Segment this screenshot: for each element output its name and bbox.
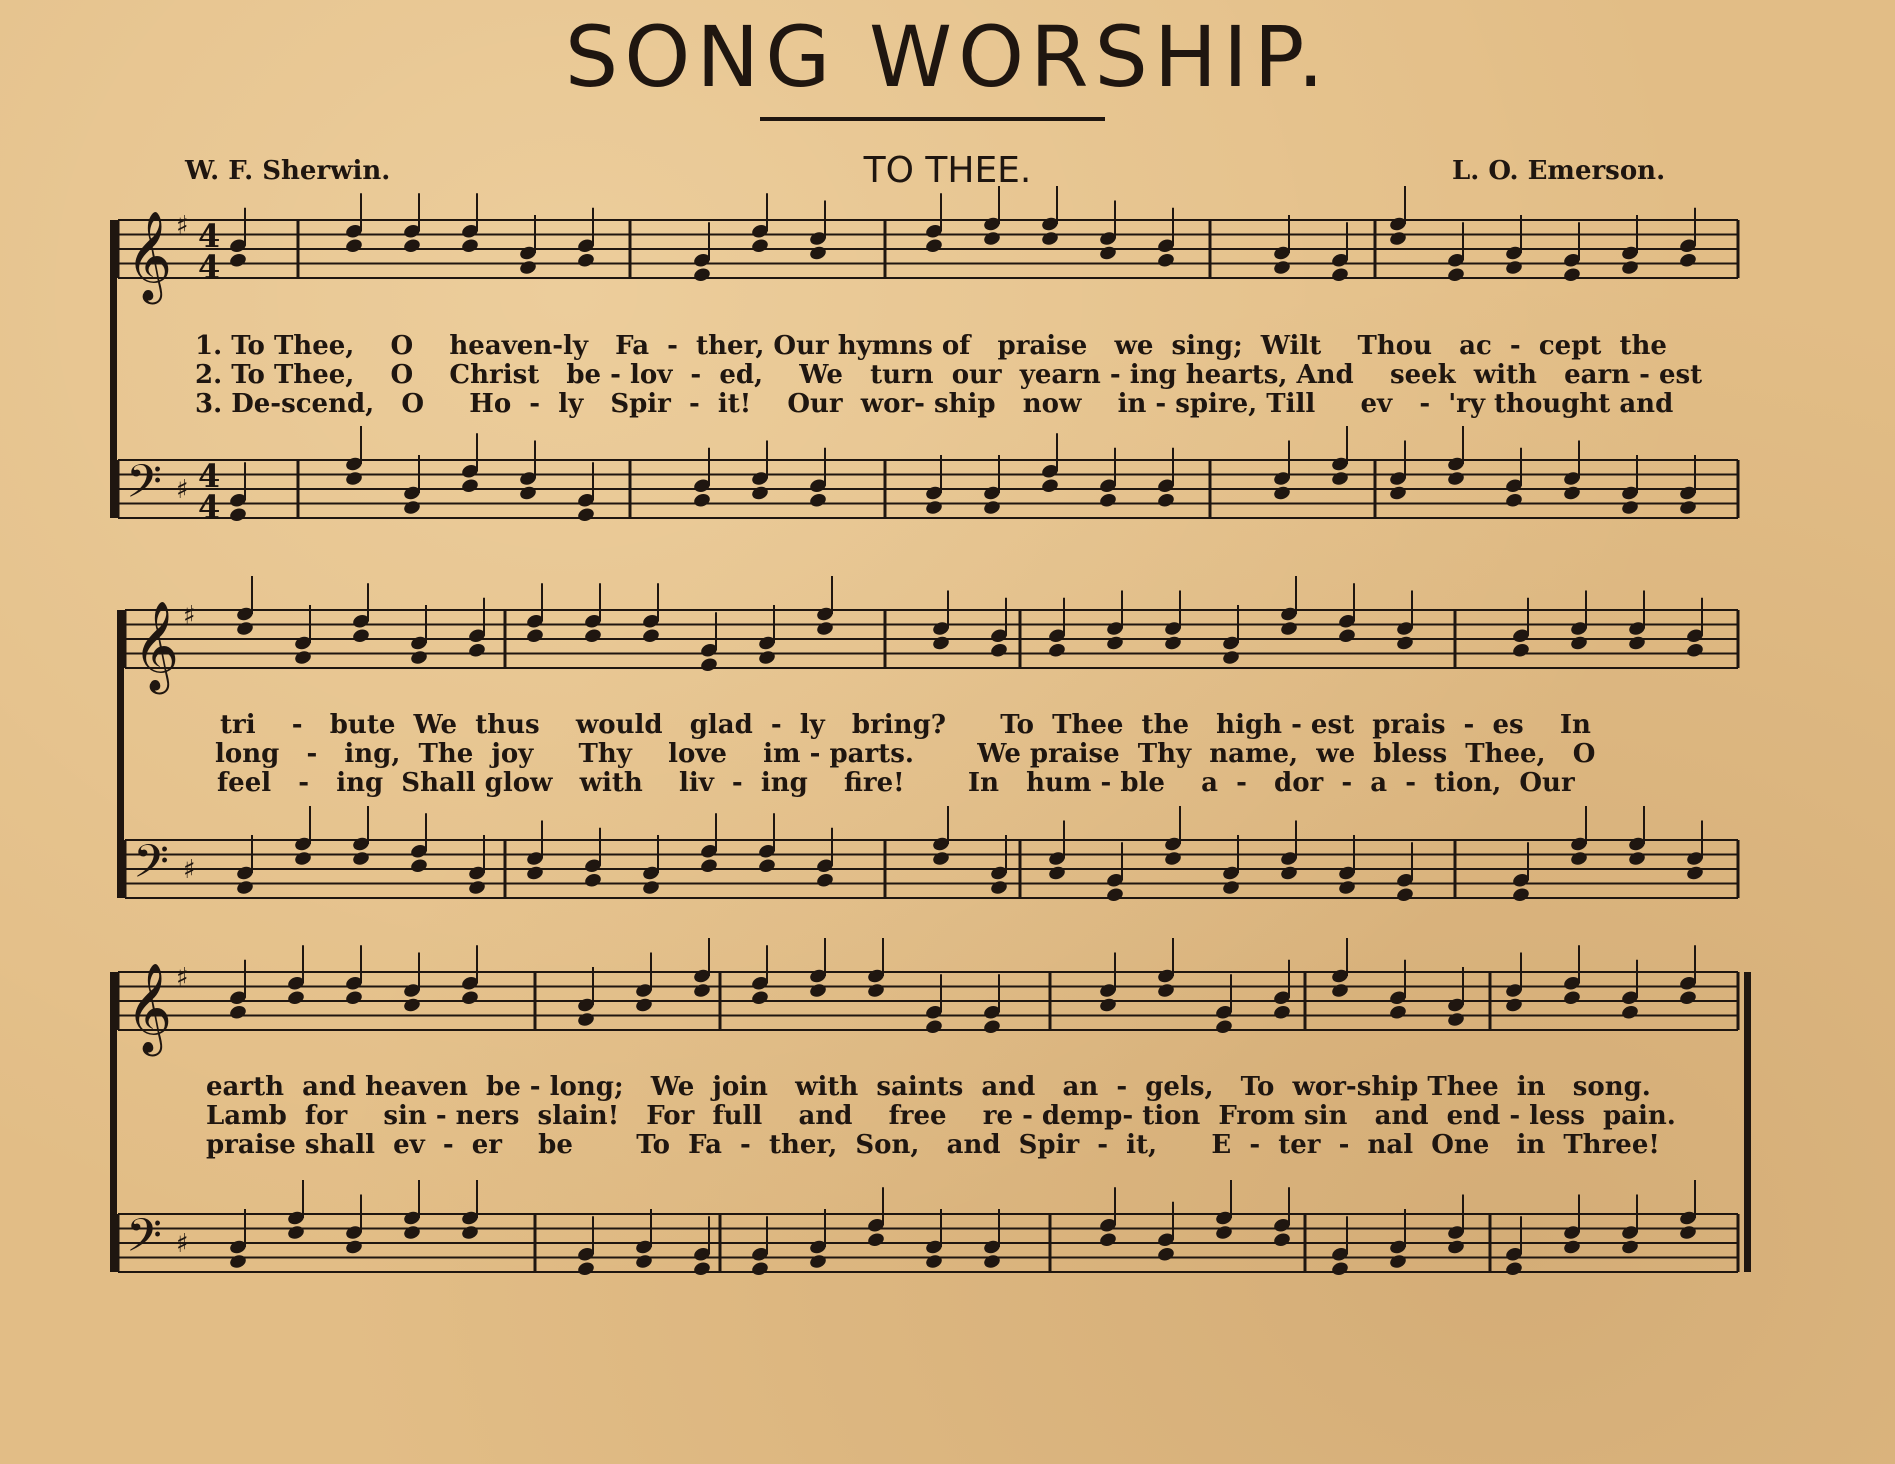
note-head <box>1627 850 1646 867</box>
note-head <box>460 989 479 1006</box>
note-head <box>402 237 421 254</box>
note-head <box>1330 1260 1349 1277</box>
note-head <box>1098 245 1117 262</box>
note-head <box>1569 850 1588 867</box>
note-head <box>808 245 827 262</box>
note-head <box>989 642 1008 659</box>
note-head <box>931 635 950 652</box>
note-head <box>576 1260 595 1277</box>
note-head <box>750 485 769 502</box>
note-head <box>228 1004 247 1021</box>
note-head <box>1678 499 1697 516</box>
note-head <box>757 857 776 874</box>
note-head <box>351 850 370 867</box>
note-head <box>467 879 486 896</box>
system-bracket <box>110 972 117 1272</box>
note-head <box>982 499 1001 516</box>
note-head <box>1040 230 1059 247</box>
note-head <box>1678 1224 1697 1241</box>
note-head <box>576 252 595 269</box>
note-head <box>409 649 428 666</box>
note-head <box>808 492 827 509</box>
note-head <box>286 1224 305 1241</box>
sharp-icon: ♯ <box>176 963 189 993</box>
note-head <box>1279 620 1298 637</box>
hymn-title: TO THEE. <box>863 150 1032 191</box>
note-head <box>1337 627 1356 644</box>
note-head <box>228 1253 247 1270</box>
note-head <box>634 1253 653 1270</box>
note-head <box>1504 1260 1523 1277</box>
time-signature-bottom: 4 <box>198 248 221 286</box>
treble-clef-icon: 𝄞 <box>126 963 173 1053</box>
lyricist-credit: W. F. Sherwin. <box>185 156 391 186</box>
lyrics-system3-verse3: praise shall ev - er be To Fa - ther, Son, and Spir - it, E - ter - nal One in Three! <box>206 1130 1660 1160</box>
note-head <box>866 1231 885 1248</box>
note-head <box>1156 982 1175 999</box>
note-head <box>1620 259 1639 276</box>
note-head <box>692 1260 711 1277</box>
note-head <box>815 620 834 637</box>
page-title: SONG WORSHIP. <box>564 8 1331 106</box>
note-head <box>583 872 602 889</box>
note-head <box>750 989 769 1006</box>
note-head <box>1163 635 1182 652</box>
note-head <box>924 499 943 516</box>
note-head <box>1562 1239 1581 1256</box>
note-head <box>1395 635 1414 652</box>
note-head <box>525 865 544 882</box>
note-head <box>1620 1004 1639 1021</box>
note-head <box>1562 266 1581 283</box>
lyrics-system1-verse2: 2. To Thee, O Christ be - lov - ed, We turn our yearn - ing hearts, And seek with earn - est <box>195 360 1703 390</box>
time-signature-top: 4 <box>198 217 221 255</box>
note-head <box>518 259 537 276</box>
note-head <box>1105 635 1124 652</box>
note-head <box>931 850 950 867</box>
note-head <box>1685 642 1704 659</box>
note-head <box>641 879 660 896</box>
note-head <box>1330 982 1349 999</box>
note-head <box>1105 886 1124 903</box>
note-head <box>228 252 247 269</box>
bass-clef-icon: 𝄢 <box>126 1209 163 1274</box>
note-head <box>634 997 653 1014</box>
note-head <box>1047 642 1066 659</box>
note-head <box>1678 252 1697 269</box>
lyrics-system3-verse1: earth and heaven be - long; We join with saints and an - gels, To wor-ship Thee in song. <box>206 1072 1651 1102</box>
note-head <box>1511 886 1530 903</box>
note-head <box>1272 259 1291 276</box>
note-head <box>1156 252 1175 269</box>
note-head <box>924 237 943 254</box>
note-head <box>1272 1231 1291 1248</box>
note-head <box>757 649 776 666</box>
note-head <box>1337 879 1356 896</box>
note-head <box>692 492 711 509</box>
note-head <box>344 237 363 254</box>
note-head <box>460 237 479 254</box>
note-head <box>1504 997 1523 1014</box>
note-head <box>1620 1239 1639 1256</box>
system-bracket <box>117 610 124 898</box>
lyrics-system1-verse3: 3. De-scend, O Ho - ly Spir - it! Our wor- ship now in - spire, Till ev - 'ry thought and <box>195 389 1674 419</box>
note-head <box>235 620 254 637</box>
note-head <box>1388 230 1407 247</box>
note-head <box>1330 266 1349 283</box>
note-head <box>583 627 602 644</box>
note-head <box>235 879 254 896</box>
note-head <box>982 1018 1001 1035</box>
note-head <box>576 506 595 523</box>
note-head <box>402 997 421 1014</box>
note-head <box>1388 1253 1407 1270</box>
note-head <box>1214 1018 1233 1035</box>
sharp-icon: ♯ <box>183 855 196 885</box>
note-head <box>1569 635 1588 652</box>
note-head <box>1504 259 1523 276</box>
note-head <box>518 485 537 502</box>
note-head <box>525 627 544 644</box>
note-head <box>1156 1246 1175 1263</box>
note-head <box>866 982 885 999</box>
composer-credit: L. O. Emerson. <box>1452 156 1666 186</box>
note-head <box>1098 1231 1117 1248</box>
treble-clef-icon: 𝄞 <box>133 601 180 691</box>
note-head <box>1388 1004 1407 1021</box>
note-head <box>1047 865 1066 882</box>
note-head <box>1156 492 1175 509</box>
note-head <box>351 627 370 644</box>
time-signature-bottom: 4 <box>198 488 221 526</box>
note-head <box>924 1253 943 1270</box>
note-head <box>344 470 363 487</box>
note-head <box>1388 485 1407 502</box>
final-barline <box>1744 972 1751 1272</box>
note-head <box>460 477 479 494</box>
note-head <box>924 1018 943 1035</box>
bass-clef-icon: 𝄢 <box>133 835 170 900</box>
note-head <box>1446 1239 1465 1256</box>
note-head <box>692 982 711 999</box>
note-head <box>699 656 718 673</box>
sharp-icon: ♯ <box>183 601 196 631</box>
note-head <box>982 230 1001 247</box>
lyrics-system1-verse1: 1. To Thee, O heaven-ly Fa - ther, Our hymns of praise we sing; Wilt Thou ac - cept the <box>195 331 1667 361</box>
note-head <box>286 989 305 1006</box>
lyrics-system2-verse1: tri - bute We thus would glad - ly bring? To Thee the high - est prais - es In <box>220 710 1591 740</box>
note-head <box>1562 485 1581 502</box>
note-head <box>1214 1224 1233 1241</box>
sharp-icon: ♯ <box>176 1229 189 1259</box>
lyrics-system3-verse2: Lamb for sin - ners slain! For full and free re - demp- tion From sin and end - less pain. <box>206 1101 1676 1131</box>
note-head <box>1511 642 1530 659</box>
note-head <box>1098 492 1117 509</box>
note-head <box>344 989 363 1006</box>
note-head <box>344 1239 363 1256</box>
note-head <box>1678 989 1697 1006</box>
note-head <box>576 1011 595 1028</box>
note-head <box>1620 499 1639 516</box>
note-head <box>1504 492 1523 509</box>
note-head <box>1330 470 1349 487</box>
system-bracket <box>110 220 117 518</box>
treble-clef-icon: 𝄞 <box>126 211 173 301</box>
note-head <box>467 642 486 659</box>
lyrics-system2-verse3: feel - ing Shall glow with liv - ing fire! In hum - ble a - dor - a - tion, Our <box>217 768 1575 798</box>
note-head <box>1685 865 1704 882</box>
note-head <box>402 1224 421 1241</box>
note-head <box>1446 470 1465 487</box>
sharp-icon: ♯ <box>176 475 189 505</box>
note-head <box>750 1260 769 1277</box>
note-head <box>402 499 421 516</box>
note-head <box>750 237 769 254</box>
note-head <box>808 1253 827 1270</box>
note-head <box>460 1224 479 1241</box>
note-head <box>1446 1011 1465 1028</box>
note-head <box>989 879 1008 896</box>
note-head <box>1562 989 1581 1006</box>
note-head <box>293 850 312 867</box>
sharp-icon: ♯ <box>176 211 189 241</box>
note-head <box>641 627 660 644</box>
note-head <box>692 266 711 283</box>
note-head <box>1163 850 1182 867</box>
lyrics-system2-verse2: long - ing, The joy Thy love im - parts. We praise Thy name, we bless Thee, O <box>215 739 1596 769</box>
note-head <box>293 649 312 666</box>
note-head <box>228 506 247 523</box>
note-head <box>409 857 428 874</box>
note-head <box>1272 1004 1291 1021</box>
note-head <box>808 982 827 999</box>
note-head <box>982 1253 1001 1270</box>
note-head <box>699 857 718 874</box>
time-signature-top: 4 <box>198 457 221 495</box>
note-head <box>1221 879 1240 896</box>
note-head <box>1627 635 1646 652</box>
note-head <box>1221 649 1240 666</box>
note-head <box>1098 997 1117 1014</box>
note-head <box>815 872 834 889</box>
note-head <box>1040 477 1059 494</box>
note-head <box>1279 865 1298 882</box>
bass-clef-icon: 𝄢 <box>126 455 163 520</box>
note-head <box>1395 886 1414 903</box>
note-head <box>1446 266 1465 283</box>
note-head <box>1272 485 1291 502</box>
